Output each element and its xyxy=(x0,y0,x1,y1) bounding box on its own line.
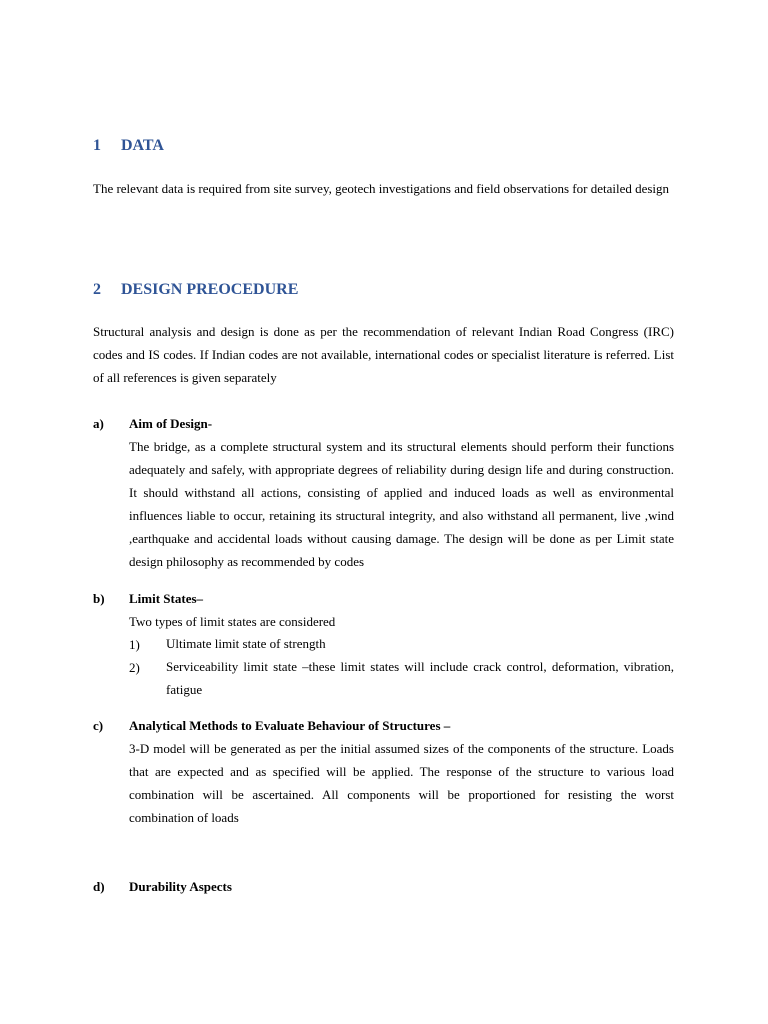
section-1-heading xyxy=(93,137,164,155)
item-a-letter: a) xyxy=(93,416,104,431)
item-a-title: Aim of Design- xyxy=(129,416,213,431)
item-b-intro: Two types of limit states are considered xyxy=(129,614,336,629)
section-1-paragraph: The relevant data is required from site survey, geotech investigations and field observations for detailed design xyxy=(93,181,670,196)
item-c-letter: c) xyxy=(93,718,104,733)
item-d-title: Durability Aspects xyxy=(129,879,232,894)
item-b-letter: b) xyxy=(93,591,105,606)
section-2-paragraph: Structural analysis and design is done as per the recommendation of relevant Indian Road Congress (IRC) codes and IS codes. If Indian codes are not available, international codes or specialist literature is referred. List of all references is given separately xyxy=(93,324,674,385)
item-b-subitem-1-number: 1) xyxy=(129,637,140,652)
item-b-title: Limit States– xyxy=(129,591,204,606)
item-c-title: Analytical Methods to Evaluate Behaviour of Structures – xyxy=(129,718,451,733)
item-b-subitem-1-text: Ultimate limit state of strength xyxy=(166,636,326,651)
section-2-heading xyxy=(93,281,298,299)
item-c-body: 3-D model will be generated as per the initial assumed sizes of the components of the structure. Loads that are expected and as specified will be applied. The response of the structure to various load combination will be ascertained. All components will be proportioned for resisting the worst combination of loads xyxy=(129,741,674,825)
section-1-title: DATA xyxy=(121,137,164,154)
section-1-number: 1 xyxy=(93,137,101,154)
item-a-body: The bridge, as a complete structural system and its structural elements should perform their functions adequately and safely, with appropriate degrees of reliability during design life and during construction. It should withstand all actions, consisting of applied and induced loads as well as environmental influences liable to occur, retaining its structural integrity, and also withstand all permanent, live ,wind ,earthquake and accidental loads without causing damage. The design will be done as per Limit state design philosophy as recommended by codes xyxy=(129,439,674,569)
section-2-number: 2 xyxy=(93,281,101,298)
section-2-title: DESIGN PREOCEDURE xyxy=(121,281,299,298)
item-b-subitem-2-number: 2) xyxy=(129,660,140,675)
item-d-letter: d) xyxy=(93,879,105,894)
item-b-subitem-2-text: Serviceability limit state –these limit states will include crack control, deformation, vibration, fatigue xyxy=(166,659,674,697)
